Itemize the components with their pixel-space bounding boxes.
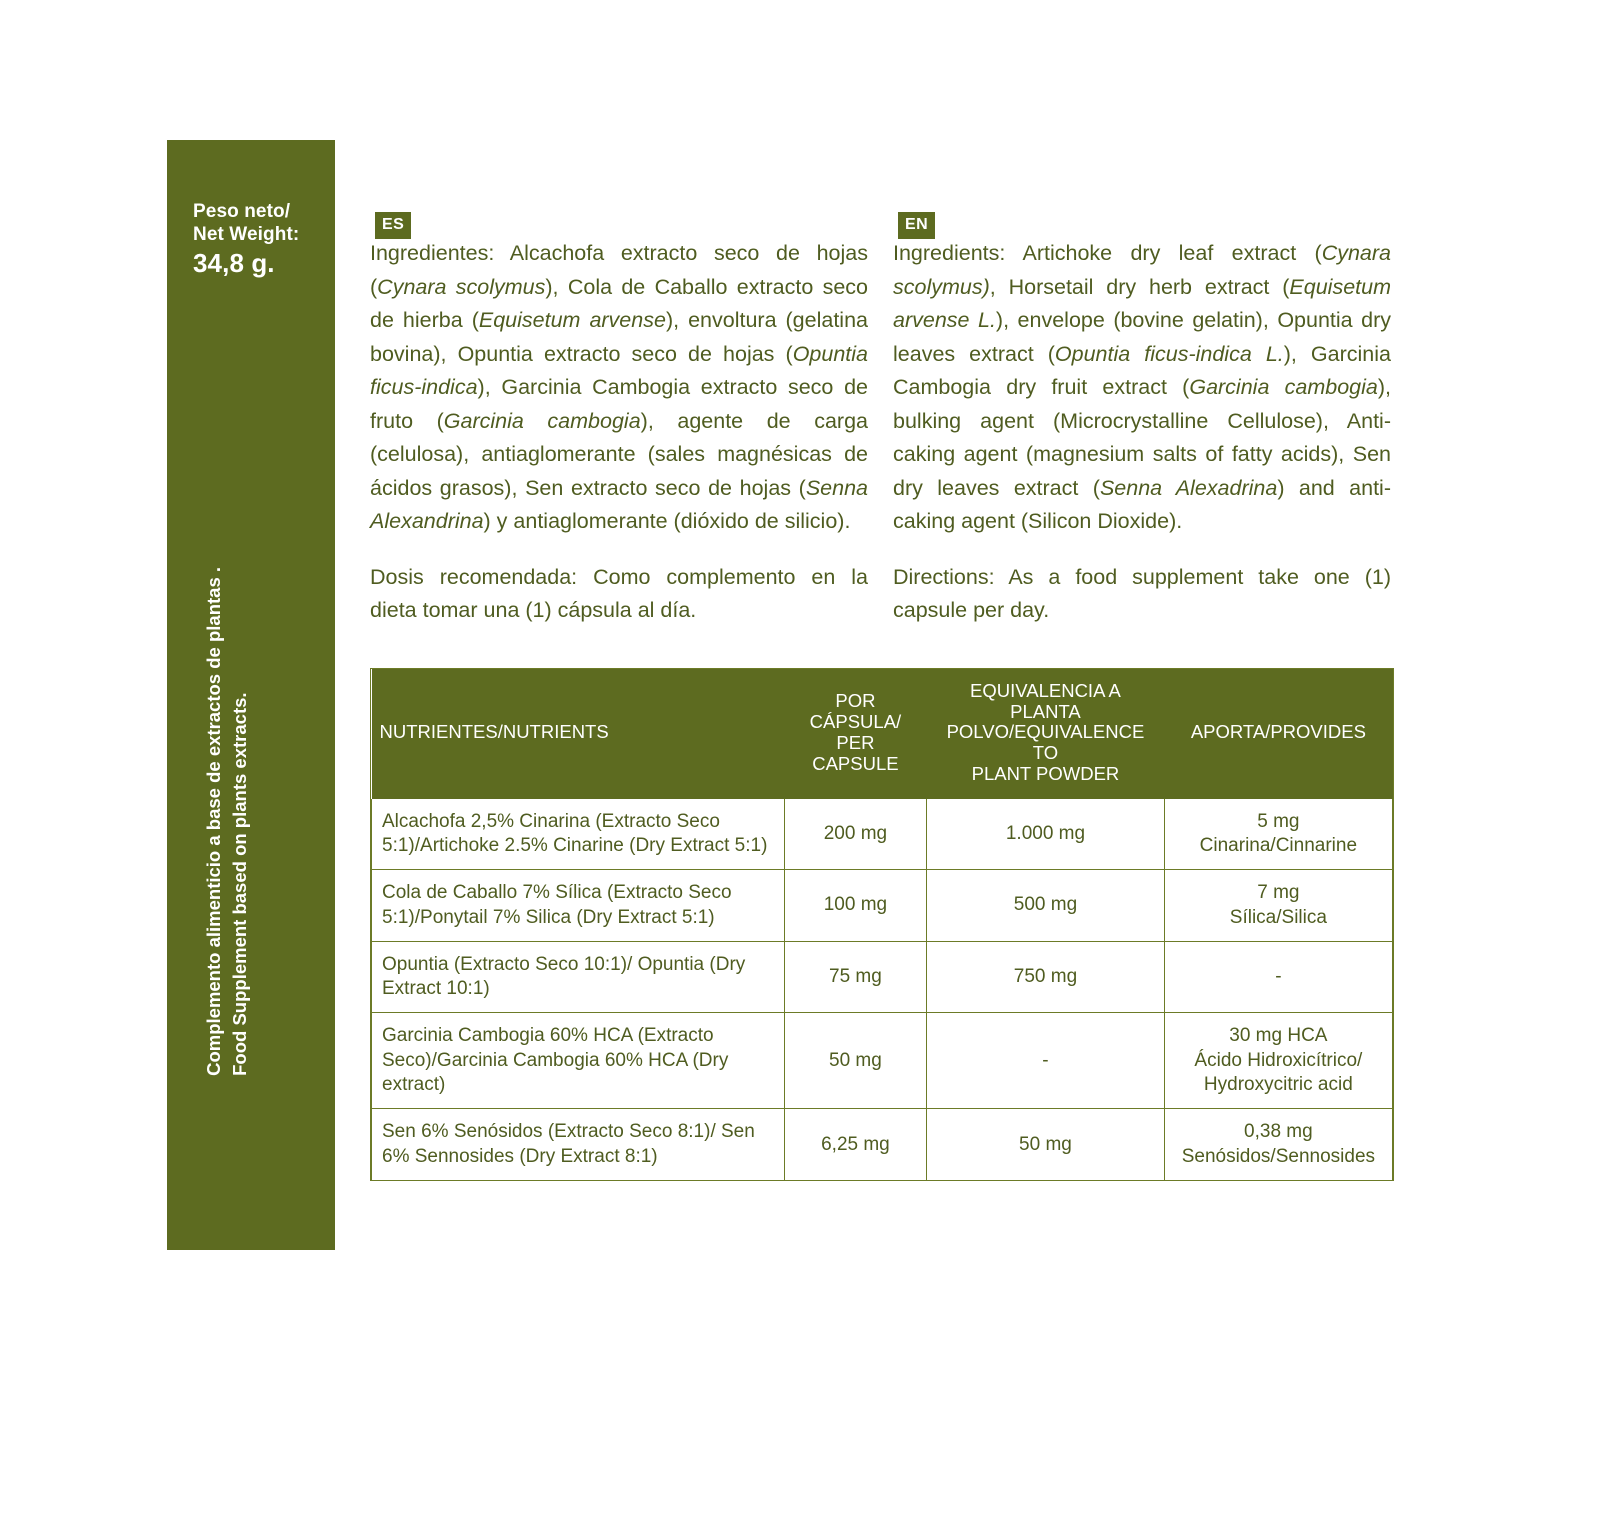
header-per-capsule-line1: POR [835, 690, 876, 712]
cell-equivalence: 500 mg [927, 870, 1165, 942]
cell-nutrient-name: Opuntia (Extracto Seco 10:1)/ Opuntia (Dry Extract 10:1) [372, 941, 785, 1013]
table-row [372, 870, 1393, 942]
nutrition-table-body [372, 799, 1393, 1180]
cell-provides [1164, 870, 1392, 942]
sidebar-vertical-text-es: Complemento alimenticio a base de extractos de plantas . [203, 566, 225, 1076]
net-weight-block [193, 200, 323, 281]
table-row [372, 1013, 1393, 1109]
language-badge-en: EN [898, 212, 935, 239]
cell-provides-line1: 0,38 mg [1244, 1121, 1313, 1143]
header-equivalence-line1: EQUIVALENCIA A PLANTA [970, 680, 1121, 722]
directions-text-en: Directions: As a food supplement take one (1) capsule per day. [893, 564, 1391, 623]
nutrition-table [371, 669, 1393, 1180]
net-weight-label-en: Net Weight: [193, 224, 300, 246]
sidebar-vertical-text-en: Food Supplement based on plants extracts. [229, 692, 250, 1076]
cell-provides [1164, 799, 1392, 870]
cell-per-capsule: 6,25 mg [784, 1109, 927, 1180]
header-per-capsule-line3: PER CAPSULE [812, 731, 899, 774]
cell-provides-line2: Cinarina/Cinnarine [1199, 834, 1358, 856]
cell-provides [1164, 1013, 1392, 1109]
sidebar-green-bar [167, 140, 335, 1250]
net-weight-value: 34,8 g. [193, 248, 275, 279]
cell-nutrient-name: Cola de Caballo 7% Sílica (Extracto Seco 5:1)/Ponytail 7% Silica (Dry Extract 5:1) [372, 870, 785, 942]
header-per-capsule-line2: CÁPSULA/ [809, 711, 902, 733]
table-row [372, 799, 1393, 870]
header-nutrients: NUTRIENTES/NUTRIENTS [372, 669, 785, 799]
header-equivalence-line2: POLVO/EQUIVALENCE TO [946, 721, 1145, 764]
cell-equivalence: 750 mg [927, 941, 1165, 1013]
cell-provides-line1: - [1275, 966, 1282, 987]
sidebar-vertical-text [201, 296, 253, 1076]
cell-nutrient-name: Alcachofa 2,5% Cinarina (Extracto Seco 5:1)/Artichoke 2.5% Cinarine (Dry Extract 5:1) [372, 799, 785, 870]
cell-per-capsule: 50 mg [784, 1013, 927, 1109]
directions-text-es: Dosis recomendada: Como complemento en la dieta tomar una (1) cápsula al día. [370, 564, 868, 623]
cell-provides [1164, 1109, 1392, 1180]
cell-provides-line2: Senósidos/Sennosides [1181, 1145, 1376, 1167]
header-provides: APORTA/PROVIDES [1164, 669, 1392, 799]
cell-provides-line2: Sílica/Silica [1229, 906, 1327, 928]
cell-per-capsule: 100 mg [784, 870, 927, 942]
nutrition-table-head [372, 669, 1393, 799]
table-row [372, 941, 1393, 1013]
cell-provides-line1: 30 mg HCA [1229, 1025, 1328, 1047]
table-row [372, 1109, 1393, 1180]
header-equivalence-line3: PLANT POWDER [971, 762, 1120, 784]
cell-provides-line1: 7 mg [1257, 882, 1300, 904]
cell-provides-line2: Ácido Hidroxicítrico/ Hydroxycitric acid [1194, 1049, 1363, 1096]
ingredients-column-en [893, 237, 1391, 628]
cell-provides-line1: 5 mg [1257, 810, 1300, 832]
header-per-capsule [784, 669, 927, 799]
cell-equivalence: - [927, 1013, 1165, 1109]
cell-equivalence: 50 mg [927, 1109, 1165, 1180]
header-equivalence [927, 669, 1165, 799]
ingredients-text-en: Ingredients: Artichoke dry leaf extract (Cynara scolymus), Horsetail dry herb extract (Equisetum arvense L.), envelope (bovine gelatin), Opuntia dry leaves extract (Opuntia ficus-indica L.), Garcinia Cambogia dry fruit extract (Garcinia cambogia), bulking agent (Microcrystalline Cellulose), Anti-caking agent (magnesium salts of fatty acids), Sen dry leaves extract (Senna Alexadrina) and anti-caking agent (Silicon Dioxide). [893, 241, 1392, 534]
cell-per-capsule: 200 mg [784, 799, 927, 870]
nutrition-table-wrapper [370, 668, 1394, 1181]
ingredients-column-es [370, 237, 868, 628]
table-header-row [372, 669, 1393, 799]
cell-nutrient-name: Garcinia Cambogia 60% HCA (Extracto Seco)/Garcinia Cambogia 60% HCA (Dry extract) [372, 1013, 785, 1109]
net-weight-label-es: Peso neto/ [193, 201, 291, 222]
language-badge-es: ES [375, 212, 411, 239]
cell-per-capsule: 75 mg [784, 941, 927, 1013]
cell-equivalence: 1.000 mg [927, 799, 1165, 870]
ingredients-text-es: Ingredientes: Alcachofa extracto seco de hojas (Cynara scolymus), Cola de Caballo extracto seco de hierba (Equisetum arvense), envoltura (gelatina bovina), Opuntia extracto seco de hojas (Opuntia ficus-indica), Garcinia Cambogia extracto seco de fruto (Garcinia cambogia), agente de carga (celulosa), antiaglomerante (sales magnésicas de ácidos grasos), Sen extracto seco de hojas (Senna Alexandrina) y antiaglomerante (dióxido de silicio). [370, 241, 869, 534]
cell-nutrient-name: Sen 6% Senósidos (Extracto Seco 8:1)/ Sen 6% Sennosides (Dry Extract 8:1) [372, 1109, 785, 1180]
cell-provides [1164, 941, 1392, 1013]
